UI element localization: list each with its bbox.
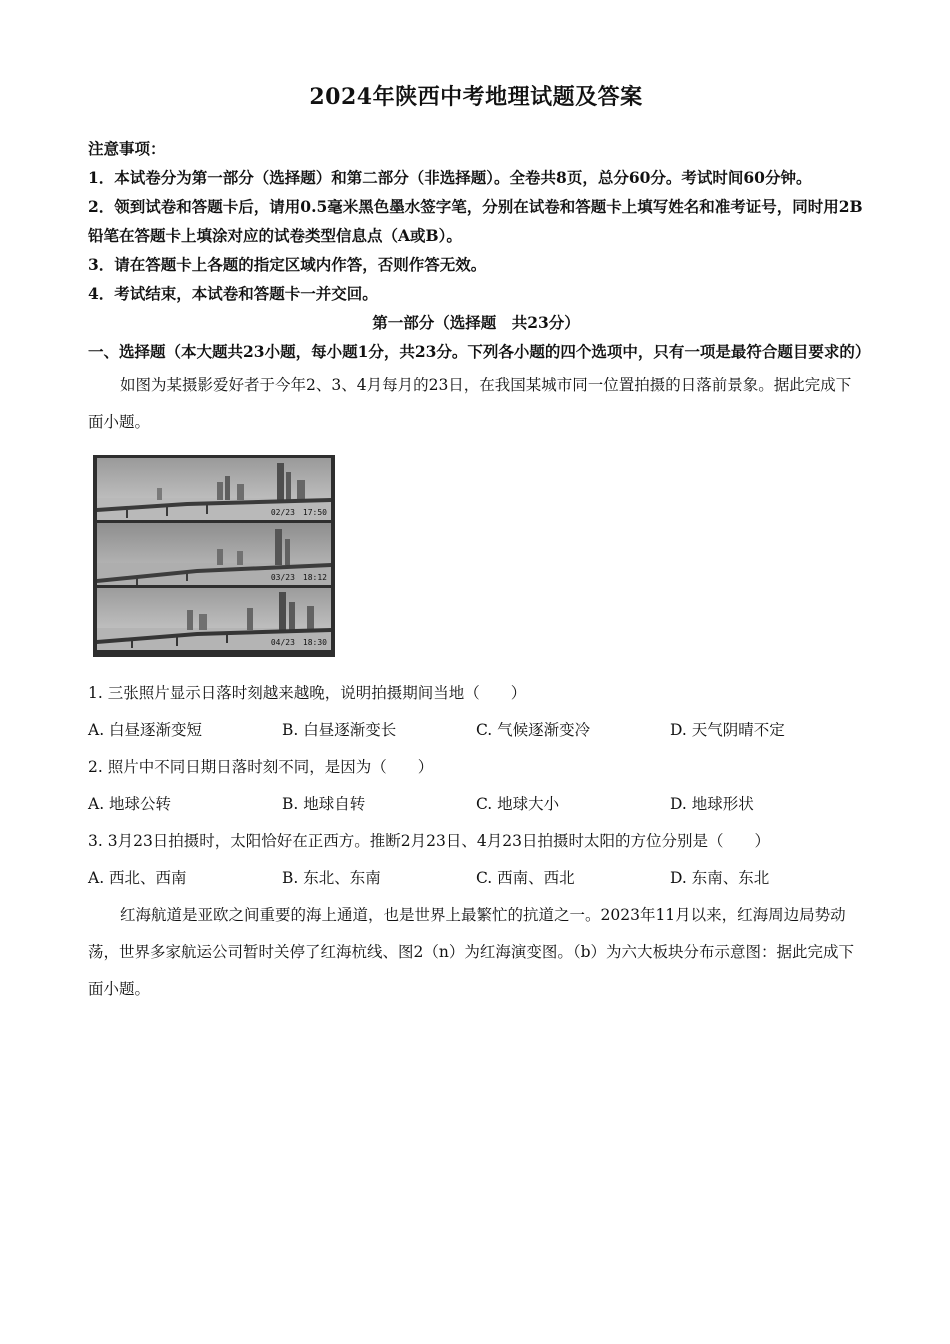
option-a: A. 白昼逐渐变短 bbox=[88, 721, 203, 739]
option-d: D. 地球形状 bbox=[670, 795, 754, 813]
option-c: C. 西南、西北 bbox=[476, 869, 575, 887]
question-options bbox=[88, 712, 864, 749]
exam-page bbox=[88, 80, 871, 1008]
question-stem: 3. 3月23日拍摄时，太阳恰好在正西方。推断2月23日、4月23日拍摄时太阳的方位分别是（ ） bbox=[88, 832, 770, 850]
option-d: D. 天气阴晴不定 bbox=[670, 721, 785, 739]
option-b: B. 东北、东南 bbox=[282, 869, 381, 887]
option-c: C. 地球大小 bbox=[476, 795, 560, 813]
question-stem: 1. 三张照片显示日落时刻越来越晚，说明拍摄期间当地（ ） bbox=[88, 684, 527, 702]
option-a: A. 地球公转 bbox=[88, 795, 172, 813]
question-intro-1: 如图为某摄影爱好者于今年2、3、4月每月的23日，在我国某城市同一位置拍摄的日落前景象。据此完成下面小题。 bbox=[88, 376, 852, 431]
sunset-photo-apr bbox=[97, 588, 331, 650]
photo-timestamp: 04/23 18:30 bbox=[270, 638, 327, 647]
option-b: B. 白昼逐渐变长 bbox=[282, 721, 397, 739]
question-options bbox=[88, 786, 864, 823]
note-item: 4．考试结束，本试卷和答题卡一并交回。 bbox=[88, 284, 378, 303]
question-options bbox=[88, 860, 864, 897]
section-heading: 一、选择题（本大题共23小题，每小题1分，共23分。下列各小题的四个选项中，只有一项是最符合题目要求的） bbox=[88, 342, 871, 361]
option-b: B. 地球自转 bbox=[282, 795, 366, 813]
note-item: 2．领到试卷和答题卡后，请用0.5毫米黑色墨水签字笔，分别在试卷和答题卡上填写姓名和准考证号，同时用2B铅笔在答题卡上填涂对应的试卷类型信息点（A或B）。 bbox=[88, 197, 863, 245]
question-intro-2: 红海航道是亚欧之间重要的海上通道，也是世界上最繁忙的抗道之一。2023年11月以来，红海周边局势动荡，世界多家航运公司暂时关停了红海杭线、图2（n）为红海演变图。（b）为六大板块分布示意图：据此完成下面小题。 bbox=[88, 906, 855, 998]
sunset-photo-figure bbox=[93, 455, 335, 657]
note-item: 3．请在答题卡上各题的指定区域内作答，否则作答无效。 bbox=[88, 255, 487, 274]
notes-heading: 注意事项： bbox=[88, 139, 166, 158]
option-a: A. 西北、西南 bbox=[88, 869, 187, 887]
page-title: 2024年陕西中考地理试题及答案 bbox=[309, 84, 643, 110]
sunset-photo-feb bbox=[97, 458, 331, 520]
sunset-photo-mar bbox=[97, 523, 331, 585]
part-title: 第一部分（选择题 共23分） bbox=[372, 313, 580, 332]
option-d: D. 东南、东北 bbox=[670, 869, 770, 887]
photo-timestamp: 02/23 17:50 bbox=[270, 508, 327, 517]
photo-timestamp: 03/23 18:12 bbox=[270, 573, 327, 582]
note-item: 1．本试卷分为第一部分（选择题）和第二部分（非选择题）。全卷共8页，总分60分。考试时间60分钟。 bbox=[88, 168, 812, 187]
question-stem: 2. 照片中不同日期日落时刻不同，是因为（ ） bbox=[88, 758, 434, 776]
option-c: C. 气候逐渐变冷 bbox=[476, 721, 591, 739]
